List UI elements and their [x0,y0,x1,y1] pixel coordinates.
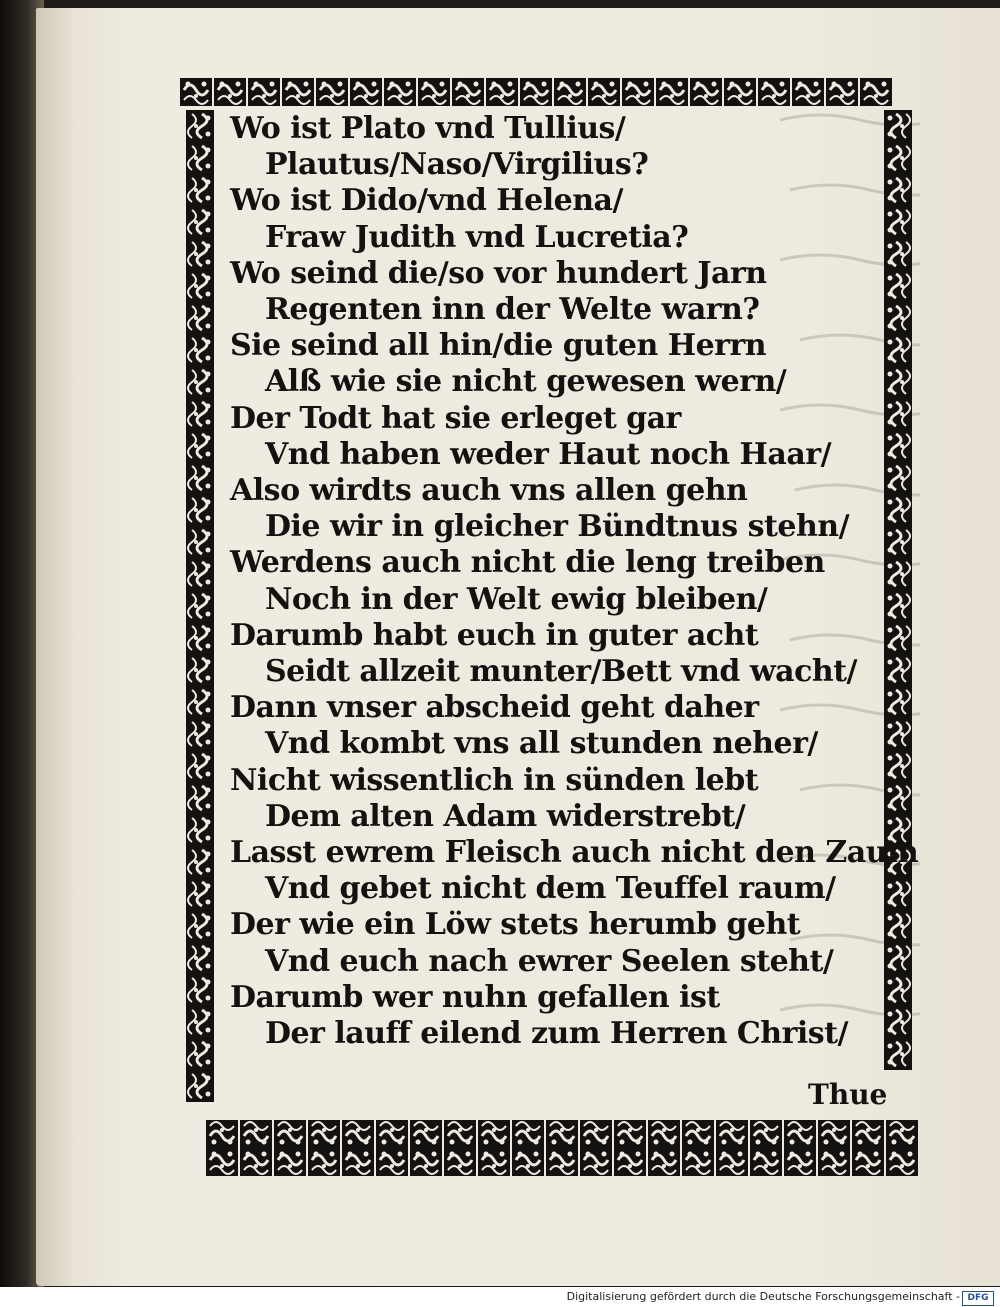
poem-line: Seidt allzeit munter/Bett vnd wacht/ [265,654,857,689]
poem-line: Nicht wissentlich in sünden lebt [230,762,759,798]
poem-line: Also wirdts auch vns allen gehn [230,473,748,508]
poem-line: Vnd haben weder Haut noch Haar/ [265,436,832,472]
poem-line: Darumb wer nuhn gefallen ist [230,979,720,1015]
poem-line: Der wie ein Löw stets herumb geht [230,907,801,943]
dfg-logo-icon: DFG [962,1291,994,1306]
funding-credit: Digitalisierung gefördert durch die Deutsche Forschungsgemeinschaft - [566,1290,960,1303]
poem-line: Fraw Judith vnd Lucretia? [265,219,689,255]
poem-line: Regenten inn der Welte warn? [265,292,760,327]
poem-line: Alß wie sie nicht gewesen wern/ [265,364,787,400]
poem-line: Werdens auch nicht die leng treiben [230,545,825,581]
poem-line: Der Todt hat sie erleget gar [230,400,681,436]
poem-line: Wo ist Plato vnd Tullius/ [230,111,626,146]
poem-line: Noch in der Welt ewig bleiben/ [265,581,768,617]
poem-line: Lasst ewrem Fleisch auch nicht den Zaum [230,835,919,870]
poem-line: Vnd gebet nicht dem Teuffel raum/ [265,871,836,907]
poem-line: Die wir in gleicher Bündtnus stehn/ [265,509,850,545]
poem-line: Sie seind all hin/die guten Herrn [230,328,767,364]
poem-line: Darumb habt euch in guter acht [230,617,759,653]
poem-line: Wo ist Dido/vnd Helena/ [230,183,623,219]
catchword: Thue [808,1078,888,1111]
poem-line: Dem alten Adam widerstrebt/ [265,798,746,834]
poem-line: Dann vnser abscheid geht daher [230,690,759,726]
poem-line: Vnd euch nach ewrer Seelen steht/ [265,943,834,979]
poem-line: Vnd kombt vns all stunden neher/ [265,726,818,762]
poem-line: Plautus/Naso/Virgilius? [265,147,649,183]
poem-line: Der lauff eilend zum Herren Christ/ [265,1016,848,1051]
poem-line: Wo seind die/so vor hundert Jarn [230,255,767,291]
